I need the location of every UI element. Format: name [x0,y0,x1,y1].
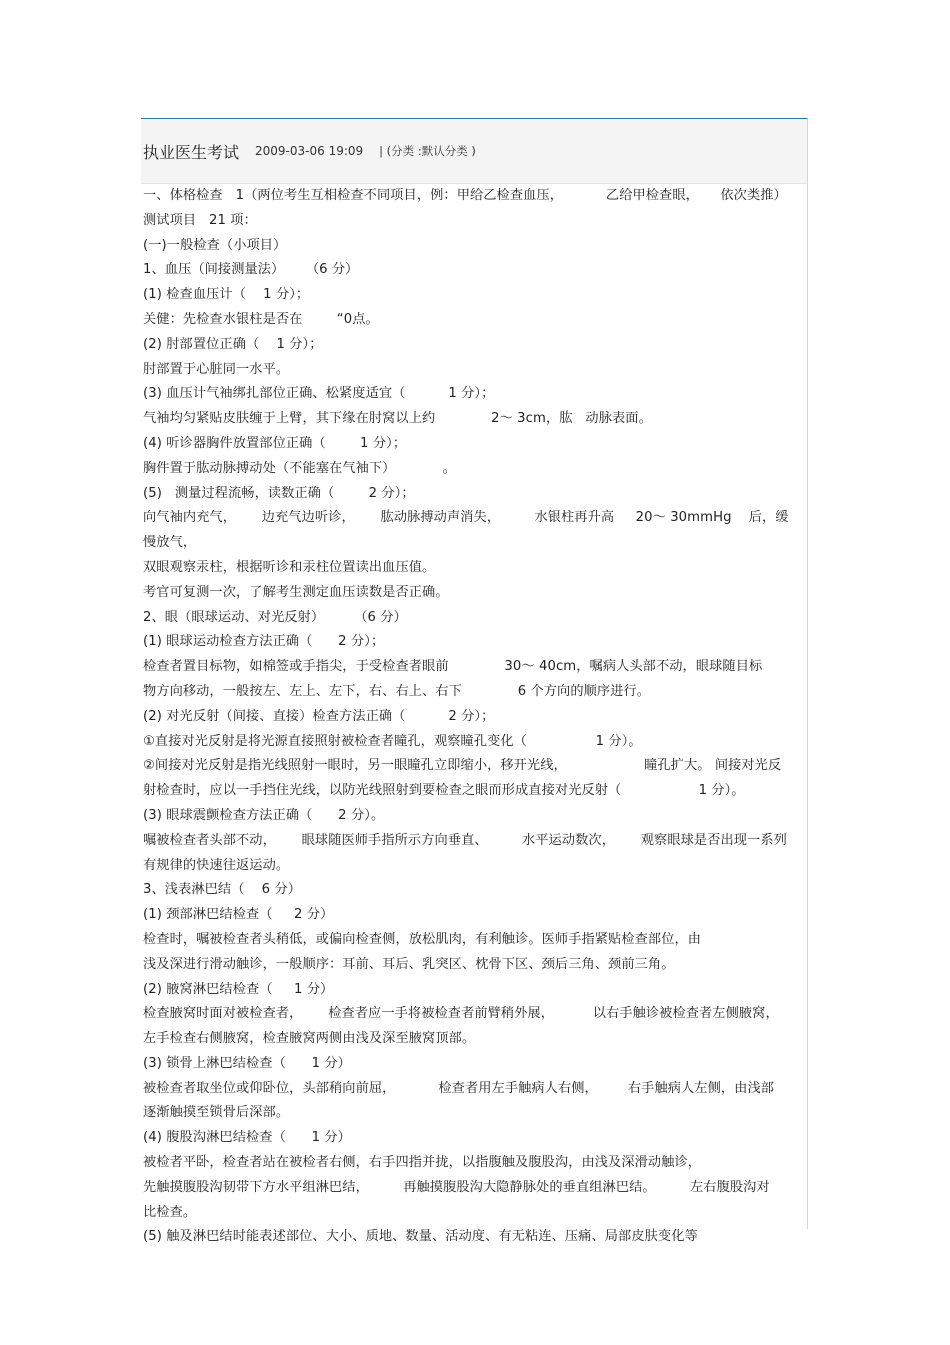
body-line: 气袖均匀紧贴皮肤缠于上臂，其下缘在肘窝以上约 2～ 3cm，肱 动脉表面。 [143,411,652,427]
body-line: (5) 触及淋巴结时能表述部位、大小、质地、数量、活动度、有无粘连、压痛、局部皮肤变化等 [143,1229,698,1245]
body-line: (4) 腹股沟淋巴结检查（ 1 分） [143,1130,351,1146]
post-header [141,119,807,184]
body-line: 嘱被检查者头部不动， 眼球随医师手指所示方向垂直、 水平运动数次， 观察眼球是否出现一系列 [143,832,787,848]
body-line: 检查者置目标物，如棉签或手指尖，于受检查者眼前 30～ 40cm，嘱病人头部不动，眼球随目标 [143,659,763,675]
body-line: (3) 锁骨上淋巴结检查（ 1 分） [143,1055,351,1071]
body-line: 考官可复测一次，了解考生测定血压读数是否正确。 [143,584,449,600]
body-line: 左手检查右侧腋窝，检查腋窝两侧由浅及深至腋窝顶部。 [143,1031,476,1047]
body-line: 双眼观察汞柱，根据听诊和汞柱位置读出血压值。 [143,559,436,575]
body-line: 向气袖内充气， 边充气边听诊， 肱动脉搏动声消失， 水银柱再升高 20～ 30mmHg 后，缓慢放气， [143,510,789,551]
body-line: 浅及深进行滑动触诊，一般顺序：耳前、耳后、乳突区、枕骨下区、颈后三角、颈前三角。 [143,956,675,972]
body-line: (1) 眼球运动检查方法正确（ 2 分）； [143,634,385,650]
body-line: (2) 对光反射（间接、直接）检查方法正确（ 2 分）； [143,708,495,724]
body-line: (4) 听诊器胸件放置部位正确（ 1 分）； [143,435,407,451]
body-line: (2) 腋窝淋巴结检查（ 1 分） [143,981,334,997]
post-category[interactable]: | (分类 :默认分类 ) [379,144,476,158]
body-line: 被检者平卧，检查者站在被检者右侧，右手四指并拢，以指腹触及腹股沟，由浅及深滑动触诊， [143,1155,702,1171]
body-line: 3、浅表淋巴结（ 6 分） [143,882,302,898]
body-line: 检查腋窝时面对被检查者， 检查者应一手将被检查者前臂稍外展， 以右手触诊被检查者左侧腋窝， [143,1006,779,1022]
post-title[interactable]: 执业医生考试 [143,142,240,162]
body-line: (3) 血压计气袖绑扎部位正确、松紧度适宜（ 1 分）； [143,386,495,402]
body-line: ②间接对光反射是指光线照射一眼时，另一眼瞳孔立即缩小，移开光线， 瞳孔扩大。 间接对光反 [143,758,782,774]
body-line: 肘部置于心脏同一水平。 [143,361,290,377]
body-line: 被检查者取坐位或仰卧位，头部稍向前屈， 检查者用左手触病人右侧， 右手触病人左侧，由浅部 [143,1080,775,1096]
post-date: 2009-03-06 19:09 [255,144,364,158]
body-line: 有规律的快速往返运动。 [143,857,290,873]
body-line: (2) 肘部置位正确（ 1 分）； [143,336,323,352]
body-line: 物方向移动，一般按左、左上、左下，右、右上、右下 6 个方向的顺序进行。 [143,683,651,699]
body-line: (5) 测量过程流畅，读数正确（ 2 分）； [143,485,415,501]
body-line: ①直接对光反射是将光源直接照射被检查者瞳孔，观察瞳孔变化（ 1 分）。 [143,733,642,749]
body-line: 射检查时，应以一手挡住光线，以防光线照射到要检查之眼而形成直接对光反射（ 1 分）。 [143,783,745,799]
body-line: 逐渐触摸至锁骨后深部。 [143,1105,290,1121]
post-body [141,184,807,1250]
body-line: (一)一般检查（小项目） [143,237,287,253]
body-line: 比检查。 [143,1204,197,1220]
body-line: 2、眼（眼球运动、对光反射） （6 分） [143,609,407,625]
body-line: 先触摸腹股沟韧带下方水平组淋巴结， 再触摸腹股沟大隐静脉处的垂直组淋巴结。 左右腹股沟对 [143,1179,770,1195]
body-line: (3) 眼球震颤检查方法正确（ 2 分）。 [143,807,385,823]
body-line: 检查时，嘱被检查者头稍低，或偏向检查侧，放松肌肉，有利触诊。医师手指紧贴检查部位，由 [143,931,702,947]
body-line: (1) 颈部淋巴结检查（ 2 分） [143,907,334,923]
body-line: (1) 检查血压计（ 1 分）； [143,287,310,303]
blog-post [141,118,808,1245]
body-line: 测试项目 21 项： [143,212,257,228]
body-line: 关健：先检查水银柱是否在 “0点。 [143,311,379,327]
body-line: 一、体格检查 1（两位考生互相检查不同项目，例：甲给乙检查血压， 乙给甲检查眼， 依次类推） [143,188,787,203]
body-line: 胸件置于肱动脉搏动处（不能塞在气袖下） 。 [143,460,456,476]
body-line: 1、血压（间接测量法） （6 分） [143,262,359,278]
